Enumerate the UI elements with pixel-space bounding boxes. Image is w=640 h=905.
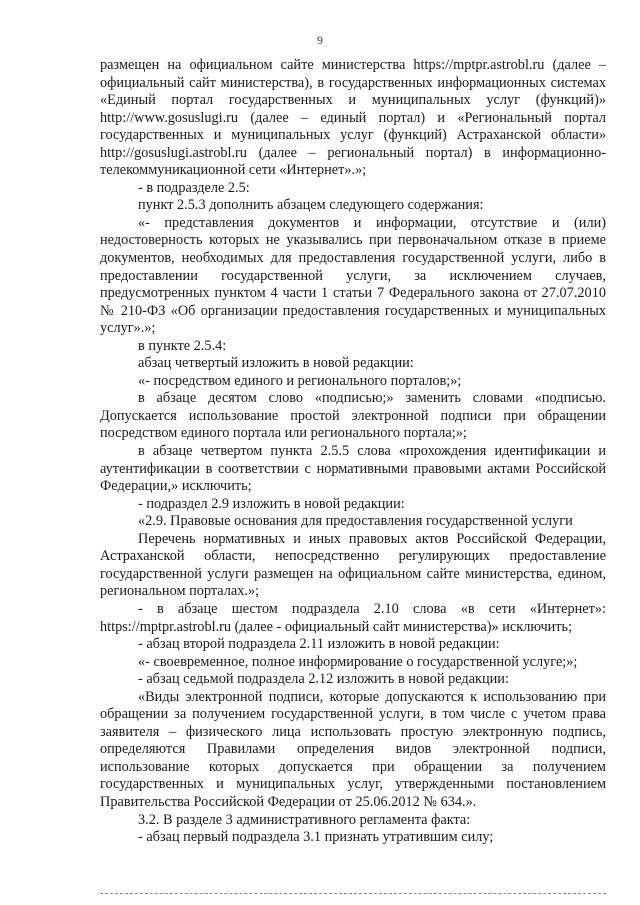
bottom-divider <box>100 893 606 894</box>
paragraph: размещен на официальном сайте министерства https://mptpr.astrobl.ru (далее – официальный сайт министерства), в государственных информационных системах «Единый портал государственных и муниципальных услуг (функций)» http://www.gosuslugi.ru (далее – единый портал) и «Региональный портал государственных и муниципальных услуг (функций) Астраханской области» http://gosuslugi.astrobl.ru (далее – региональный портал) в информационно-телекоммуникационной сети «Интернет».»; <box>100 57 606 179</box>
paragraph: «- посредством единого и регионального порталов;»; <box>138 372 462 389</box>
paragraph: абзац четвертый изложить в новой редакции: <box>138 355 414 372</box>
paragraph: - в подразделе 2.5: <box>138 179 250 196</box>
paragraph: Перечень нормативных и иных правовых актов Российской Федерации, Астраханской области, непосредственно регулирующих предоставление государственной услуги размещен на официальном сайте министерства, едином, региональном порталах.»; <box>100 530 606 600</box>
paragraph: пункт 2.5.3 дополнить абзацем следующего содержания: <box>138 197 484 214</box>
paragraph: «2.9. Правовые основания для предоставления государственной услуги <box>138 513 573 530</box>
paragraph: - абзац второй подраздела 2.11 изложить в новой редакции: <box>138 636 500 653</box>
paragraph: в пункте 2.5.4: <box>138 337 227 354</box>
paragraph: в абзаце десятом слово «подписью;» заменить словами «подписью. Допускается использование простой электронной подписи при обращении посредством единого портала или регионального портала;»; <box>100 390 606 442</box>
paragraph: 3.2. В разделе 3 административного регламента факта: <box>138 811 471 828</box>
paragraph: - абзац первый подраздела 3.1 признать утратившим силу; <box>138 829 494 846</box>
paragraph: «- представления документов и информации, отсутствие и (или) недостоверность которых не указывались при первоначальном отказе в приеме документов, необходимых для предоставления государственной услуги, либо в предоставлении государственной услуги, за исключением случаев, предусмотренных пунктом 4 части 1 статьи 7 Федерального закона от 27.07.2010 № 210-ФЗ «Об организации предоставления государственных и муниципальных услуг».»; <box>100 214 606 337</box>
paragraph: «- своевременное, полное информирование о государственной услуге;»; <box>138 653 578 670</box>
paragraph: - подраздел 2.9 изложить в новой редакции: <box>138 495 405 512</box>
paragraph: - абзац седьмой подраздела 2.12 изложить в новой редакции: <box>138 671 509 688</box>
paragraph: «Виды электронной подписи, которые допускаются к использованию при обращении за получением государственной услуги, в том числе с учетом права заявителя – физического лица использовать простую электронную подпись, определяются Правилами определения видов электронной подписи, использование которых допускается при обращении за получением государственных и муниципальных услуг, утвержденными постановлением Правительства Российской Федерации от 25.06.2012 № 634.». <box>100 688 606 810</box>
page-number: 9 <box>317 33 323 47</box>
paragraph: - в абзаце шестом подраздела 2.10 слова «в сети «Интернет»: https://mptpr.astrobl.ru (далее - официальный сайт министерства)» исключить; <box>100 600 606 635</box>
document-body <box>100 57 606 847</box>
paragraph: в абзаце четвертом пункта 2.5.5 слова «прохождения идентификации и аутентификации в соответствии с нормативными правовыми актами Российской Федерации,» исключить; <box>100 443 606 495</box>
